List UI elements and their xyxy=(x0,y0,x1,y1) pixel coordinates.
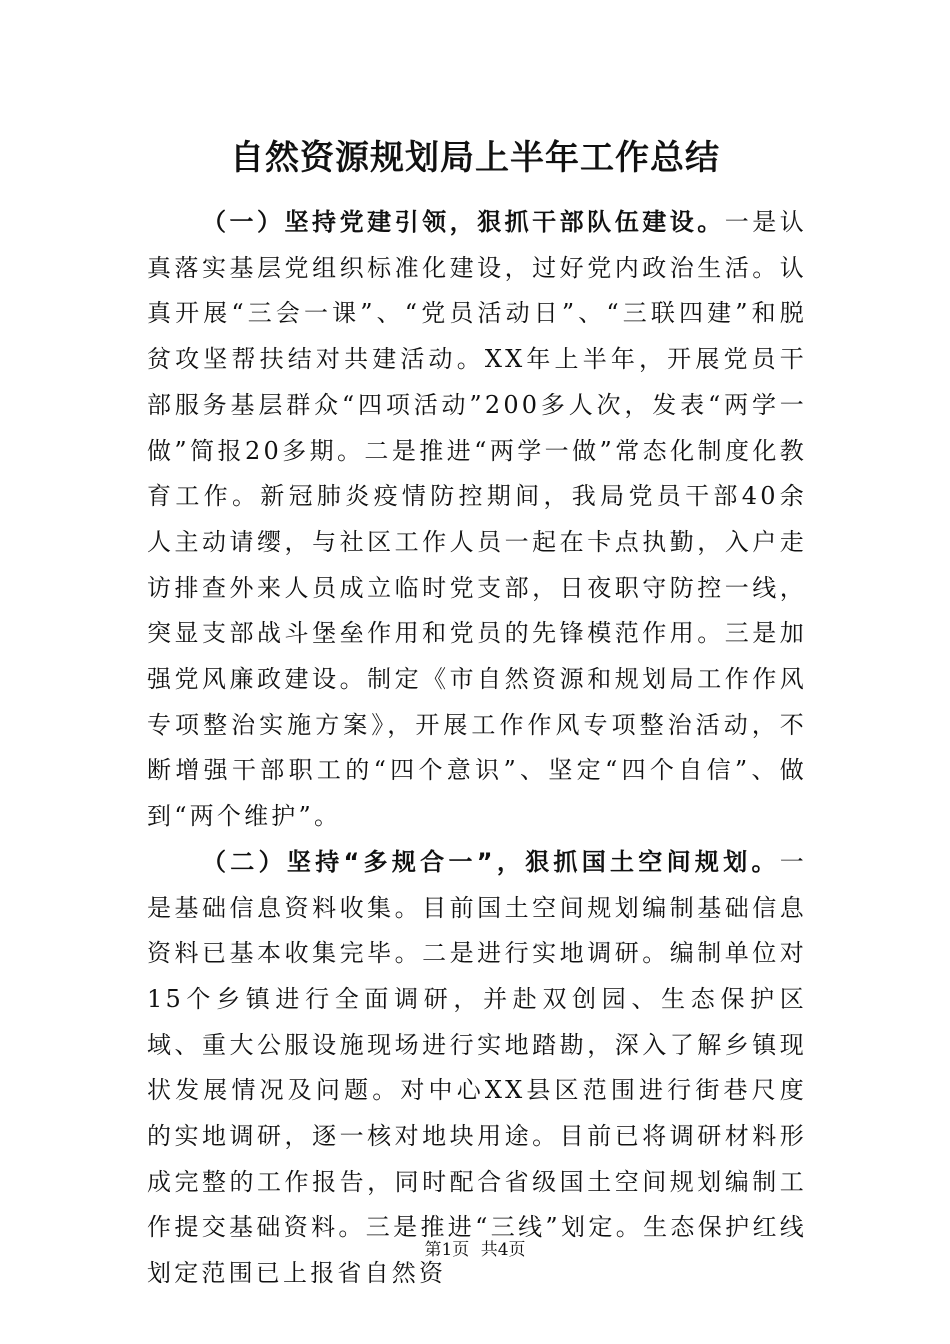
paragraph-2-heading: （二）坚持“多规合一”，狠抓国土空间规划。 xyxy=(202,847,780,876)
paragraph-1 xyxy=(147,200,807,840)
document-title: 自然资源规划局上半年工作总结 xyxy=(230,138,720,178)
document-body xyxy=(147,200,807,1297)
paragraph-1-text: 一是认真落实基层党组织标准化建设，过好党内政治生活。认真开展“三会一课”、“党员活动日”、“三联四建”和脱贫攻坚帮扶结对共建活动。XX年上半年，开展党员干部服务基层群众“四项活动”200多人次，发表“两学一做”简报20多期。二是推进“两学一做”常态化制度化教育工作。新冠肺炎疫情防控期间，我局党员干部40余人主动请缨，与社区工作人员一起在卡点执勤，入户走访排查外来人员成立临时党支部，日夜职守防控一线，突显支部战斗堡垒作用和党员的先锋模范作用。三是加强党风廉政建设。制定《市自然资源和规划局工作作风专项整治实施方案》，开展工作作风专项整治活动，不断增强干部职工的“四个意识”、坚定“四个自信”、做到“两个维护”。 xyxy=(147,208,807,831)
paragraph-2-text: 一是基础信息资料收集。目前国土空间规划编制基础信息资料已基本收集完毕。二是进行实地调研。编制单位对15个乡镇进行全面调研，并赴双创园、生态保护区域、重大公服设施现场进行实地踏勘，深入了解乡镇现状发展情况及问题。对中心XX县区范围进行街巷尺度的实地调研，逐一核对地块用途。目前已将调研材料形成完整的工作报告，同时配合省级国土空间规划编制工作提交基础资料。三是推进“三线”划定。生态保护红线划定范围已上报省自然资 xyxy=(147,847,807,1288)
paragraph-2 xyxy=(147,840,807,1297)
page-number-footer: 第1页 共4页 xyxy=(424,1240,526,1260)
paragraph-1-heading: （一）坚持党建引领，狠抓干部队伍建设。 xyxy=(202,208,725,236)
